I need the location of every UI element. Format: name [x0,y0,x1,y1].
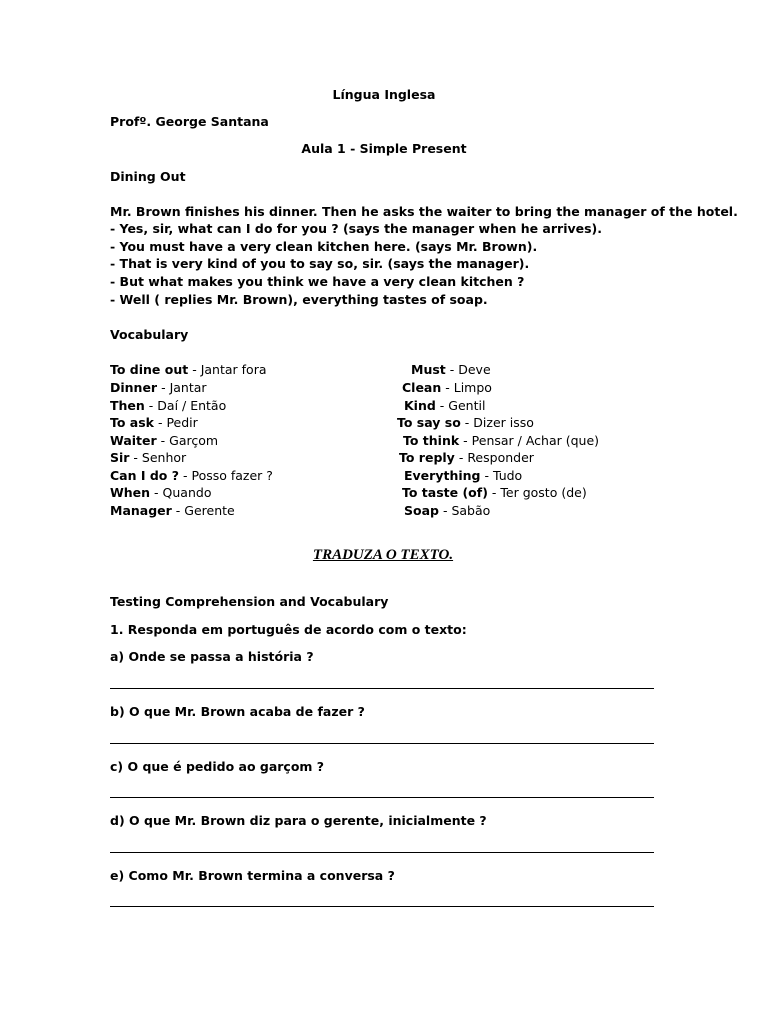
exercises-title: Testing Comprehension and Vocabulary [110,594,389,609]
vocab-term: Can I do ? [110,468,180,483]
vocab-term: To ask [110,415,154,430]
subject-title: Língua Inglesa [332,87,436,102]
question: a) Onde se passa a história ? [110,649,314,664]
vocab-term: When [110,485,151,500]
vocab-entry: To taste (of) - Ter gosto (de) [402,485,587,500]
vocab-entry: Waiter - Garçom [110,433,219,448]
answer-line[interactable] [110,906,654,907]
vocab-entry: To dine out - Jantar fora [110,362,267,377]
vocab-term: To say so [397,415,461,430]
vocab-entry: To say so - Dizer isso [397,415,534,430]
vocab-entry: Kind - Gentil [404,398,486,413]
vocab-term: Manager [110,503,172,518]
vocab-entry: Must - Deve [411,362,491,377]
vocab-term: Dinner [110,380,158,395]
answer-line[interactable] [110,852,654,853]
story-title: Dining Out [110,169,186,184]
vocab-meaning: Senhor [141,450,187,465]
vocab-term: Then [110,398,145,413]
vocab-meaning: Ter gosto (de) [500,485,587,500]
vocab-entry: To ask - Pedir [110,415,198,430]
vocab-term: To taste (of) [402,485,488,500]
teacher-name: Profº. George Santana [110,114,269,129]
vocab-entry: Can I do ? - Posso fazer ? [110,468,273,483]
vocab-entry: Manager - Gerente [110,503,235,518]
vocab-term: Soap [404,503,439,518]
vocab-term: Kind [404,398,436,413]
story-line: - But what makes you think we have a very clean kitchen ? [110,274,525,289]
vocab-meaning: Quando [162,485,212,500]
vocab-meaning: Posso fazer ? [191,468,273,483]
vocab-term: To dine out [110,362,189,377]
vocab-meaning: Garçom [169,433,219,448]
vocab-meaning: Daí / Então [157,398,227,413]
vocab-meaning: Responder [467,450,534,465]
vocab-term: Waiter [110,433,157,448]
vocab-entry: Everything - Tudo [404,468,523,483]
question: e) Como Mr. Brown termina a conversa ? [110,868,395,883]
vocab-entry: Clean - Limpo [402,380,492,395]
vocab-term: To think [403,433,460,448]
story-line: - Yes, sir, what can I do for you ? (says the manager when he arrives). [110,221,603,236]
vocab-meaning: Sabão [451,503,491,518]
vocab-entry: Dinner - Jantar [110,380,207,395]
vocab-meaning: Pedir [166,415,198,430]
vocab-entry: To reply - Responder [399,450,534,465]
story-line: Mr. Brown finishes his dinner. Then he asks the waiter to bring the manager of the hotel. [110,204,738,219]
vocab-meaning: Gerente [184,503,235,518]
vocab-meaning: Deve [458,362,491,377]
vocab-entry: Sir - Senhor [110,450,187,465]
vocab-meaning: Tudo [492,468,523,483]
answer-line[interactable] [110,797,654,798]
vocab-meaning: Limpo [453,380,492,395]
vocab-term: To reply [399,450,455,465]
answer-line[interactable] [110,743,654,744]
vocab-entry: Then - Daí / Então [110,398,227,413]
vocab-term: Must [411,362,446,377]
vocab-entry: To think - Pensar / Achar (que) [403,433,600,448]
translate-heading: TRADUZA O TEXTO. [312,547,454,563]
exercise-instruction: 1. Responda em português de acordo com o texto: [110,622,467,637]
vocab-meaning: Gentil [448,398,486,413]
question: d) O que Mr. Brown diz para o gerente, inicialmente ? [110,813,487,828]
story-line: - That is very kind of you to say so, sir. (says the manager). [110,256,530,271]
question: c) O que é pedido ao garçom ? [110,759,325,774]
vocab-meaning: Dizer isso [473,415,534,430]
story-line: - You must have a very clean kitchen here. (says Mr. Brown). [110,239,538,254]
vocab-entry: Soap - Sabão [404,503,491,518]
vocab-term: Clean [402,380,442,395]
vocab-meaning: Jantar fora [200,362,267,377]
question: b) O que Mr. Brown acaba de fazer ? [110,704,365,719]
vocab-meaning: Jantar [169,380,207,395]
vocab-entry: When - Quando [110,485,212,500]
lesson-title: Aula 1 - Simple Present [301,141,467,156]
vocabulary-title: Vocabulary [110,327,189,342]
vocab-term: Sir [110,450,130,465]
story-line: - Well ( replies Mr. Brown), everything tastes of soap. [110,292,488,307]
answer-line[interactable] [110,688,654,689]
vocab-term: Everything [404,468,481,483]
vocab-meaning: Pensar / Achar (que) [471,433,600,448]
